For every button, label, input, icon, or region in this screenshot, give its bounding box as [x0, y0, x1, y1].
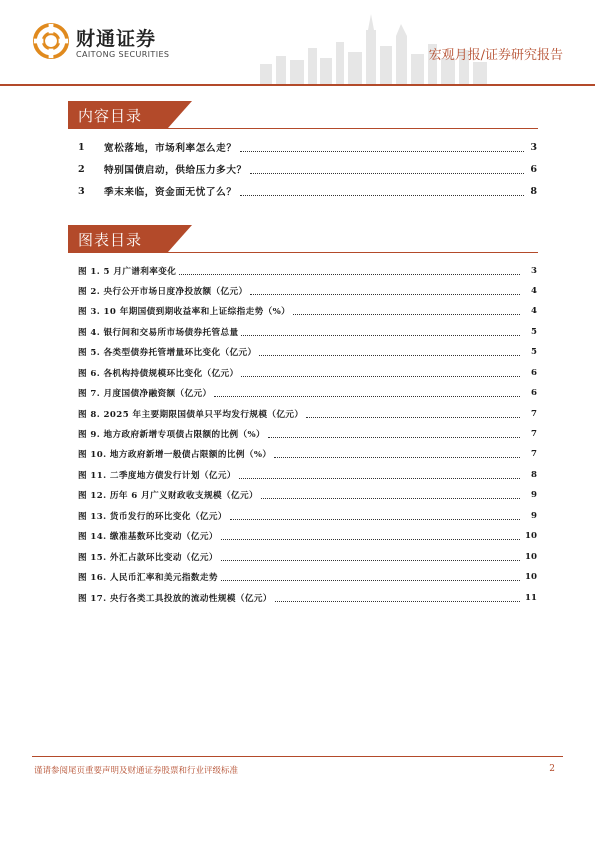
toc-page: 3	[530, 141, 537, 153]
figure-page: 7	[531, 449, 537, 459]
toc-entry[interactable]	[78, 139, 537, 155]
figure-text: 图 3. 10 年期国债到期收益率和上证综指走势（%）	[78, 307, 291, 317]
figure-page: 4	[531, 306, 537, 316]
leader-dots	[240, 187, 524, 196]
footer-divider	[32, 756, 563, 757]
figure-page: 7	[531, 429, 537, 439]
leader-dots	[214, 389, 520, 397]
leader-dots	[240, 143, 524, 152]
page-header	[0, 0, 595, 88]
toc-number: 3	[78, 185, 85, 197]
figure-page: 4	[531, 286, 537, 296]
leader-dots	[221, 532, 520, 540]
figure-page: 5	[531, 347, 537, 357]
leader-dots	[293, 307, 520, 315]
leader-dots	[306, 410, 520, 418]
figure-text: 图 14. 缴准基数环比变动（亿元）	[78, 532, 218, 542]
figure-page: 7	[531, 409, 537, 419]
figure-text: 图 4. 银行间和交易所市场债券托管总量	[78, 328, 239, 338]
leader-dots	[274, 450, 520, 458]
figure-entry[interactable]	[78, 345, 537, 359]
figure-text: 图 10. 地方政府新增一般债占限额的比例（%）	[78, 450, 272, 460]
figure-page: 10	[525, 552, 537, 562]
figure-entry[interactable]	[78, 284, 537, 298]
figures-title: 图表目录	[78, 231, 143, 249]
figures-section-title	[68, 225, 538, 253]
leader-dots	[241, 328, 520, 336]
figure-entry[interactable]	[78, 427, 537, 441]
leader-dots	[221, 553, 520, 561]
report-type-label: 宏观月报/证券研究报告	[428, 48, 563, 63]
figure-text: 图 15. 外汇占款环比变动（亿元）	[78, 553, 218, 563]
figure-entry[interactable]	[78, 386, 537, 400]
brand-name-en: CAITONG SECURITIES	[76, 50, 170, 59]
figure-entry[interactable]	[78, 407, 537, 421]
figure-text: 图 7. 月度国债净融资额（亿元）	[78, 389, 212, 399]
contents-section-title	[68, 101, 538, 129]
toc-page: 8	[530, 185, 537, 197]
leader-dots	[241, 369, 520, 377]
toc-number: 1	[78, 141, 85, 153]
figure-page: 6	[531, 368, 537, 378]
figure-text: 图 12. 历年 6 月广义财政收支规模（亿元）	[78, 491, 258, 501]
toc-page: 6	[530, 163, 537, 175]
figure-text: 图 16. 人民币汇率和美元指数走势	[78, 573, 218, 583]
figure-entry[interactable]	[78, 264, 537, 278]
caitong-logo-icon	[32, 22, 70, 60]
leader-dots	[239, 471, 520, 479]
figure-entry[interactable]	[78, 325, 537, 339]
contents-title: 内容目录	[78, 107, 143, 125]
header-divider	[0, 84, 595, 86]
leader-dots	[230, 512, 520, 520]
figure-entry[interactable]	[78, 304, 537, 318]
figure-page: 11	[525, 593, 537, 603]
toc-text: 特别国债启动，供给压力多大？	[104, 165, 247, 176]
footer-disclaimer: 谨请参阅尾页重要声明及财通证券股票和行业评级标准	[34, 766, 239, 776]
leader-dots	[250, 165, 524, 174]
figure-page: 10	[525, 531, 537, 541]
figure-entry[interactable]	[78, 550, 537, 564]
toc-text: 宽松落地，市场利率怎么走？	[104, 143, 237, 154]
figure-entry[interactable]	[78, 570, 537, 584]
figure-page: 5	[531, 327, 537, 337]
figure-text: 图 13. 货币发行的环比变化（亿元）	[78, 512, 227, 522]
figure-text: 图 9. 地方政府新增专项债占限额的比例（%）	[78, 430, 266, 440]
figure-text: 图 2. 央行公开市场日度净投放额（亿元）	[78, 287, 248, 297]
figure-page: 8	[531, 470, 537, 480]
brand-name-cn: 财通证券	[76, 28, 157, 50]
figure-entry[interactable]	[78, 447, 537, 461]
figure-page: 6	[531, 388, 537, 398]
leader-dots	[268, 430, 520, 438]
figure-page: 10	[525, 572, 537, 582]
figure-text: 图 8. 2025 年主要期限国债单只平均发行规模（亿元）	[78, 410, 304, 420]
figure-entry[interactable]	[78, 529, 537, 543]
toc-entry[interactable]	[78, 161, 537, 177]
figure-text: 图 11. 二季度地方债发行计划（亿元）	[78, 471, 236, 481]
leader-dots	[250, 287, 520, 295]
page-number: 2	[549, 764, 555, 774]
figure-entry[interactable]	[78, 488, 537, 502]
figure-page: 9	[531, 511, 537, 521]
figure-entry[interactable]	[78, 509, 537, 523]
figure-entry[interactable]	[78, 366, 537, 380]
toc-number: 2	[78, 163, 85, 175]
figure-text: 图 1. 5 月广谱利率变化	[78, 267, 177, 277]
figure-text: 图 17. 央行各类工具投放的流动性规模（亿元）	[78, 594, 272, 604]
leader-dots	[259, 348, 520, 356]
figure-entry[interactable]	[78, 468, 537, 482]
leader-dots	[275, 594, 520, 602]
toc-text: 季末来临，资金面无忧了么？	[104, 187, 237, 198]
figure-page: 9	[531, 490, 537, 500]
leader-dots	[221, 573, 520, 581]
leader-dots	[261, 491, 520, 499]
figure-entry[interactable]	[78, 591, 537, 605]
toc-entry[interactable]	[78, 183, 537, 199]
figure-text: 图 6. 各机构持债规模环比变化（亿元）	[78, 369, 239, 379]
figure-text: 图 5. 各类型债券托管增量环比变化（亿元）	[78, 348, 257, 358]
leader-dots	[179, 267, 520, 275]
figure-page: 3	[531, 266, 537, 276]
